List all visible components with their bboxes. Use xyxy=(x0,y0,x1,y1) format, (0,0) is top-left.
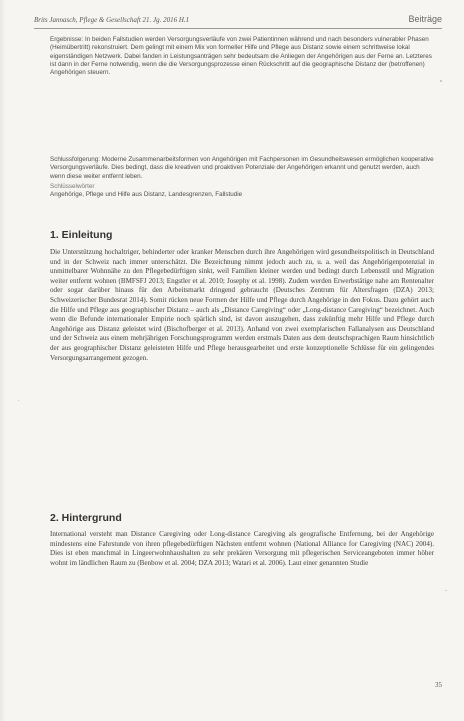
section-label: Beiträge xyxy=(408,14,442,24)
running-title: Brits Jannasch, Pflege & Gesellschaft 21. Jg. 2016 H.1 xyxy=(34,16,190,24)
scan-speck xyxy=(18,400,19,401)
body-hintergrund: International versteht man Distance Caregiving oder Long-distance Caregiving als geografische Entfernung, bei der Angehörige mindestens eine Fahrstunde von ihren pflegebedürftigen Nächsten entfernt wohnen (National Alliance for Caregiving (NAC) 2004). Dies ist eben manchmal in Lingeerwohnhaushalten zu sehr prekären Versorgung mit pflegerischen Serviceangeboten immer höher wohnt im ländlichen Raum zu (Benbow et al. 2004; DZA 2013; Watari et al. 2006). Laut einer genannten Studie xyxy=(50,530,434,567)
page-header xyxy=(34,14,442,28)
heading-einleitung: 1. Einleitung xyxy=(50,229,113,241)
scan-speck xyxy=(445,590,447,591)
header-rule xyxy=(34,28,442,29)
page-number: 35 xyxy=(435,681,442,689)
keywords: Angehörige, Pflege und Hilfe aus Distanz, Landesgrenzen, Fallstudie xyxy=(50,191,243,198)
body-einleitung: Die Unterstützung hochaltriger, behinderter oder kranker Menschen durch ihre Angehörigen wird gesundheitspolitisch in Deutschland und in der Schweiz nach immer unterschätzt. Die Bezeichnung nimmt jedoch auch zu, u. a. weil das Angehörigenpotenzial in unmittelbarer Wohnnähe zu den Pflegebedürftigen sinkt, weil Familien kleiner werden und bedingt durch Lebensstil und Migration weiter entfernt wohnen (BMFSFJ 2013; Engstler et al. 2010; Josephy et al. 1998). Zudem werden Erwerbstätige nahe am Rentenalter oder sogar darüber hinaus für den Arbeitsmarkt dringend gebraucht (Deutsches Zentrum für Altersfragen (DZA) 2013; Schweizerischer Bundesrat 2014). Somit rücken neue Formen der Hilfe und Pflege durch Angehörige in den Fokus. Dazu gehört auch die Hilfe und Pflege aus geographischer Distanz – auch als „Distance Caregiving“ oder „Long-distance Caregiving“ bezeichnet. Auch wenn die Befunde internationaler Empirie noch spärlich sind, ist davon auszugehen, dass zukünftig mehr Hilfe und Pflege durch Angehörige aus Distanz geleistet wird (Bischofberger et al. 2013). Anhand von zwei exemplarischen Fallanalysen aus Deutschland und der Schweiz aus einem mehrjährigen Forschungsprogramm werden erstmals Daten aus dem deutschsprachigen Raum hinsichtlich der aus geographischer Distanz geleisteten Hilfe und Pflege herausgearbeitet und erste konzeptionelle Schlüsse für ein gelingendes Versorgungsarrangement gezogen. xyxy=(50,248,434,362)
keywords-label: Schlüsselwörter xyxy=(50,183,95,190)
abstract-conclusion: Schlussfolgerung: Moderne Zusammenarbeitsformen von Angehörigen mit Fachpersonen im Gesundheitswesen ermöglichen kooperative Versorgungsverläufe. Dies bedingt, dass die kreativen und proaktiven Potenziale der Angehörigen erkannt und genutzt werden, auch wenn diese weiter entfernt leben. xyxy=(50,156,434,180)
heading-hintergrund: 2. Hintergrund xyxy=(50,512,122,524)
abstract-results: Ergebnisse: In beiden Fallstudien werden Versorgungsverläufe von zwei Patientinnen während und nach besonders vulnerabler Phasen (Heimübertritt) rekonstruiert. Dem gelingt mit einem Mix von formeller Hilfe und Pflege aus Distanz sowie einem schrittweise lokal eigenständigen Netzwerk. Dabei fanden in Leistungsanträgen sehr bedeutsam die Anliegen der Angehörigen aus der Ferne an. Letzteres ist dann in der Ferne notwendig, wenn die die Versorgungsprozesse einen Rückschritt auf die geographische Distanz der (betroffenen) Angehörigen steuern. xyxy=(50,36,432,77)
scan-speck xyxy=(440,80,442,82)
